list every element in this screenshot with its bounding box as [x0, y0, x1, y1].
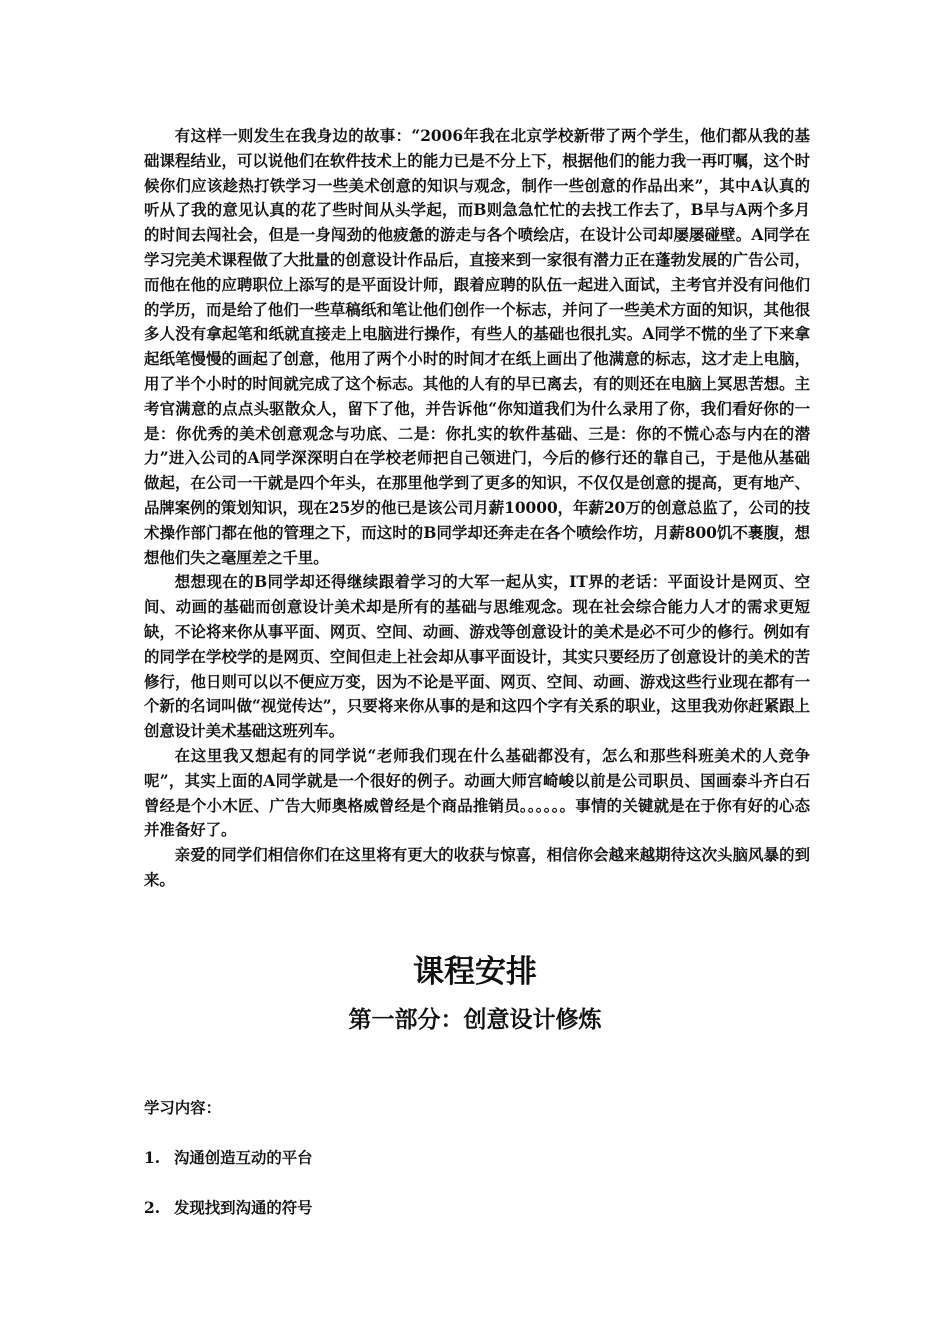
story-paragraph-1: 有这样一则发生在我身边的故事：“2006年我在北京学校新带了两个学生，他们都从我的基础课程结业，可以说他们在软件技术上的能力已是不分上下，根据他们的能力我一再叮嘱，这个时候你们应该趁热打铁学习一些美术创意的知识与观念，制作一些创意的作品出来”，其中A认真的听从了我的意见认真的花了些时间从头学起，而B则急急忙忙的去找工作去了，B早与A两个多月的时间去闯社会，但是一身闯劲的他疲惫的游走与各个喷绘店，在设计公司却屡屡碰壁。A同学在学习完美术课程做了大批量的创意设计作品后，直接来到一家很有潜力正在蓬勃发展的广告公司，而他在他的应聘职位上添写的是平面设计师，跟着应聘的队伍一起进入面试，主考官并没有问他们的学历，而是给了他们一些草稿纸和笔让他们创作一个标志，并问了一些美术方面的知识，其他很多人没有拿起笔和纸就直接走上电脑进行操作，有些人的基础也很扎实。A同学不慌的坐了下来拿起纸笔慢慢的画起了创意，他用了两个小时的时间才在纸上画出了他满意的标志，这才走上电脑，用了半个小时的时间就完成了这个标志。其他的人有的早已离去，有的则还在电脑上冥思苦想。主考官满意的点点头驱散众人，留下了他，并告诉他“你知道我们为什么录用了你，我们看好你的一是：你优秀的美术创意观念与功底、二是：你扎实的软件基础、三是：你的不慌心态与内在的潜力”进入公司的A同学深深明白在学校老师把自己领进门，今后的修行还的靠自己，于是他从基础做起，在公司一干就是四个年头，在那里他学到了更多的知识，不仅仅是创意的提高，更有地产、品牌案例的策划知识，现在25岁的他已是该公司月薪10000，年薪20万的创意总监了，公司的技术操作部门都在他的管理之下，而这时的B同学却还奔走在各个喷绘作坊，月薪800饥不裹腹，想想他们失之毫厘差之千里。: [144, 127, 810, 567]
study-list-item: [144, 1145, 313, 1171]
study-list-item: [144, 1195, 313, 1221]
list-item-number: 2.: [144, 1199, 161, 1217]
story-paragraph-3: 在这里我又想起有的同学说“老师我们现在什么基础都没有，怎么和那些科班美术的人竞争呢”，其实上面的A同学就是一个很好的例子。动画大师宫崎峻以前是公司职员、国画泰斗齐白石曾经是个小木匠、广告大师奥格威曾经是个商品推销员。。。。。。事情的关键就是在于你有好的心态并准备好了。: [144, 746, 810, 840]
list-item-text: 发现找到沟通的符号: [174, 1199, 313, 1217]
list-item-text: 沟通创造互动的平台: [174, 1149, 313, 1167]
part-one-heading: 第一部分：创意设计修炼: [348, 1007, 602, 1033]
study-content-label: 学习内容：: [144, 1099, 221, 1117]
story-body: [144, 124, 810, 893]
story-paragraph-2: 想想现在的B同学却还得继续跟着学习的大军一起从实，IT界的老话：平面设计是网页、空间、动画的基础而创意设计美术却是所有的基础与思维观念。现在社会综合能力人才的需求更短缺，不论将来你从事平面、网页、空间、动画、游戏等创意设计的美术是必不可少的修行。例如有的同学在学校学的是网页、空间但走上社会却从事平面设计，其实只要经历了创意设计的美术的苦修行，他日则可以以不便应万变，因为不论是平面、网页、空间、动画、游戏这些行业现在都有一个新的名词叫做“视觉传达”，只要将来你从事的是和这四个字有关系的职业，这里我劝你赶紧跟上创意设计美术基础这班列车。: [144, 573, 810, 741]
course-schedule-heading: 课程安排: [413, 954, 537, 990]
story-paragraph-4: 亲爱的同学们相信你们在这里将有更大的收获与惊喜，相信你会越来越期待这次头脑风暴的到来。: [144, 846, 810, 889]
list-item-number: 1.: [144, 1149, 161, 1167]
